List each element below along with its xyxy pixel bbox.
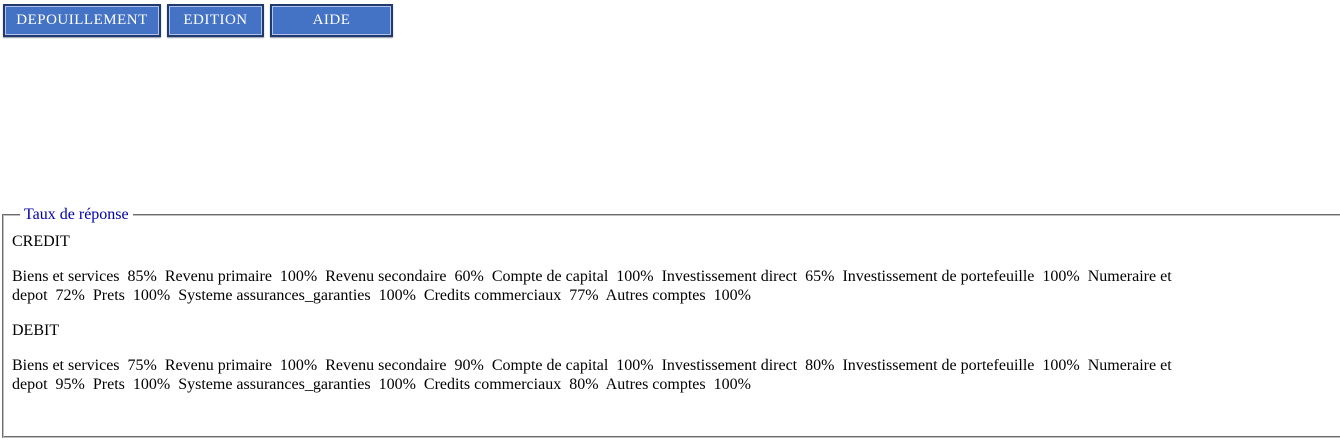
section-title-debit: DEBIT	[12, 322, 60, 339]
response-rate-panel	[2, 206, 1340, 438]
aide-button[interactable]: AIDE	[270, 4, 393, 37]
section-title-credit: CREDIT	[12, 233, 70, 250]
toolbar	[3, 4, 1340, 37]
response-rate-panel-legend: Taux de réponse	[24, 206, 129, 223]
depouillement-button[interactable]: DEPOUILLEMENT	[3, 4, 161, 37]
edition-button[interactable]: EDITION	[167, 4, 264, 37]
credit-rates-text: Biens et services 85% Revenu primaire 100% Revenu secondaire 60% Compte de capital 100% Investissement direct 65% Investissement de portefeuille 100% Numeraire et depot 72% Prets 100% Systeme assurances_garanties 100% Credits commerciaux 77% Autres comptes 100%	[12, 268, 1176, 304]
debit-rates-text: Biens et services 75% Revenu primaire 100% Revenu secondaire 90% Compte de capital 100% Investissement direct 80% Investissement de portefeuille 100% Numeraire et depot 95% Prets 100% Systeme assurances_garanties 100% Credits commerciaux 80% Autres comptes 100%	[12, 357, 1176, 393]
